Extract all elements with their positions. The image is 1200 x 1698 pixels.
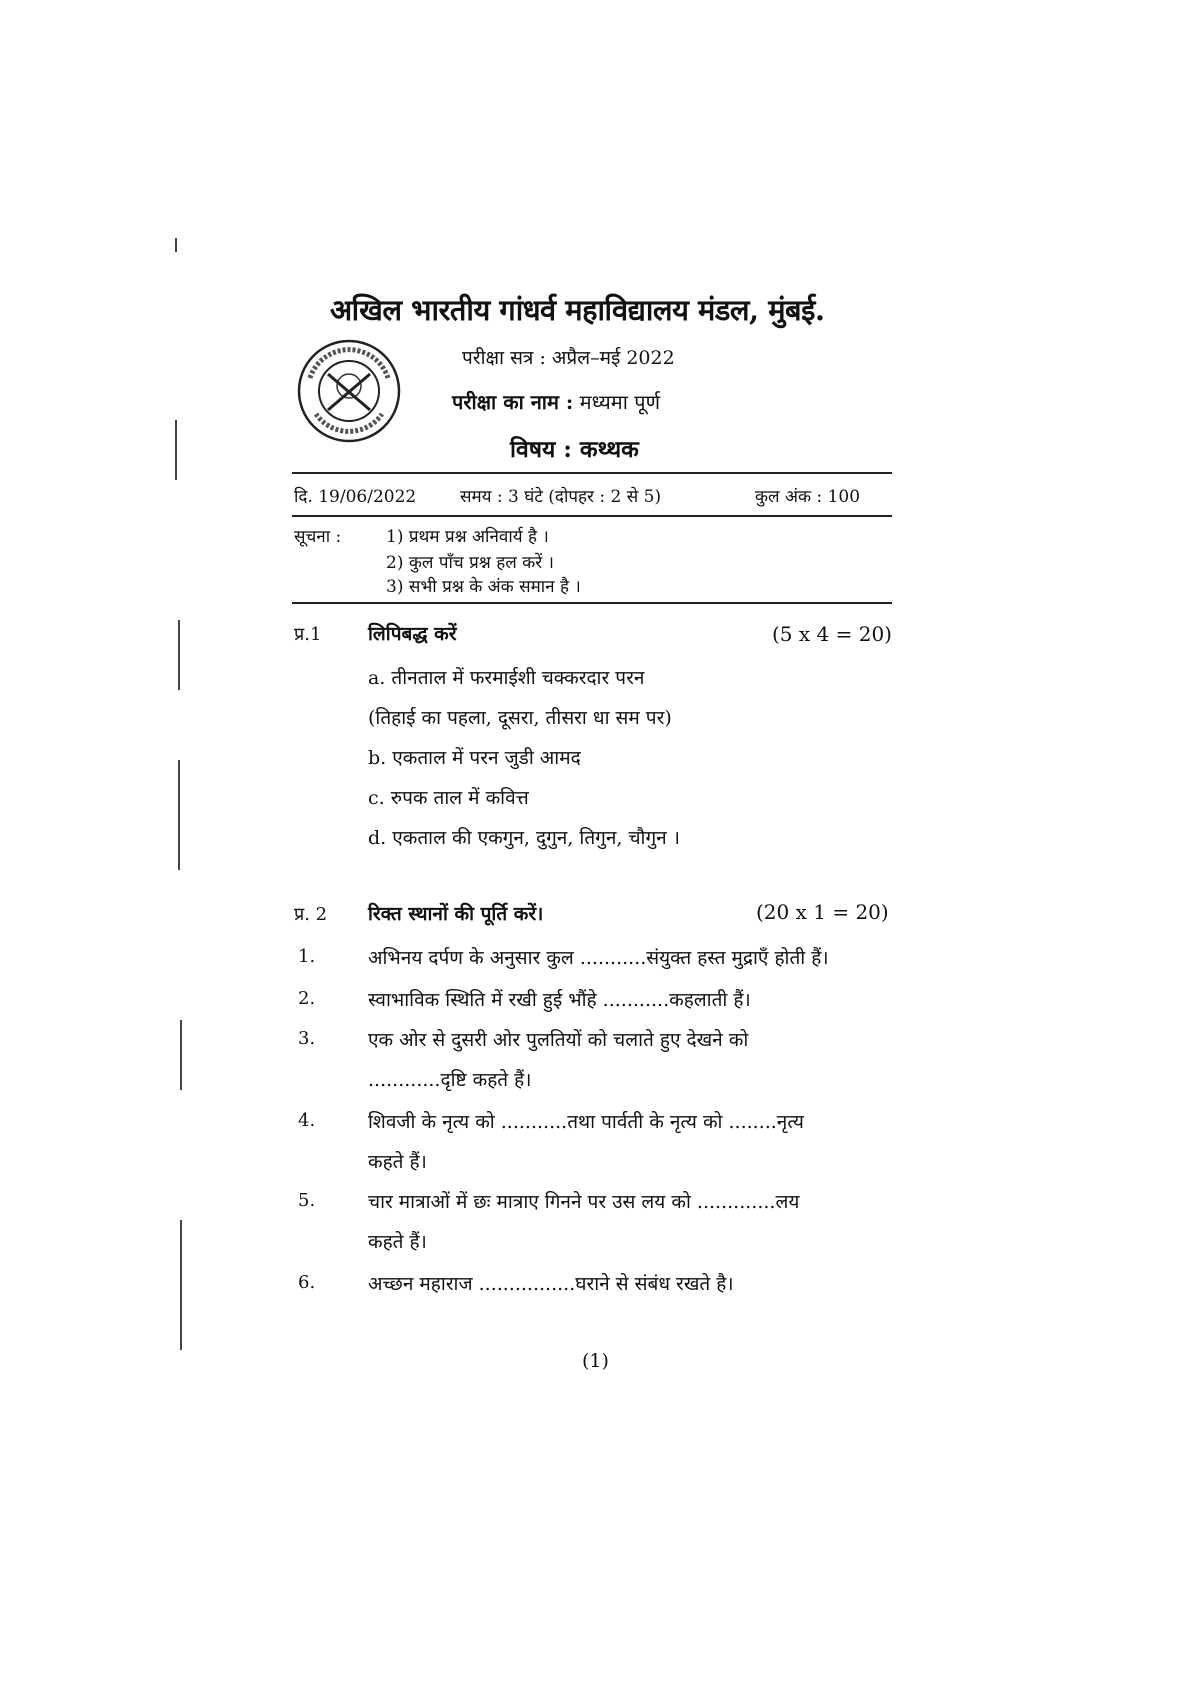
mandal-seal <box>296 338 402 444</box>
q2-item-text: कहते हैं। <box>368 1151 427 1173</box>
subject <box>510 432 639 464</box>
q2-item-text: कहते हैं। <box>368 1231 427 1253</box>
q2-title: रिक्त स्थानों की पूर्ति करें। <box>368 903 544 925</box>
q2-item-text: स्वाभाविक स्थिति में रखी हुई भौंहे ...........कहलाती हैं। <box>368 989 751 1011</box>
q2-item-text: चार मात्राओं में छः मात्राए गिनने पर उस लय को .............लय <box>368 1191 800 1213</box>
instruction-item: 3) सभी प्रश्न के अंक समान है । <box>386 577 581 597</box>
total-marks: कुल अंक : 100 <box>755 487 861 507</box>
q2-item-number: 2. <box>298 988 316 1009</box>
q1-item: a. तीनताल में फरमाईशी चक्करदार परन <box>368 667 645 689</box>
q1-item: b. एकताल में परन जुडी आमद <box>368 747 581 769</box>
scan-artifact <box>175 420 177 480</box>
q1-item: (तिहाई का पहला, दूसरा, तीसरा धा सम पर) <box>368 707 672 729</box>
q1-number: प्र.1 <box>294 624 322 645</box>
q2-item-text: ............दृष्टि कहते हैं। <box>368 1069 532 1091</box>
exam-date: दि. 19/06/2022 <box>294 487 417 507</box>
q2-item-number: 5. <box>298 1190 316 1211</box>
exam-time: समय : 3 घंटे (दोपहर : 2 से 5) <box>460 487 662 507</box>
q2-marks: (20 x 1 = 20) <box>756 900 889 924</box>
q1-marks: (5 x 4 = 20) <box>772 622 892 646</box>
divider <box>292 472 892 474</box>
exam-session <box>462 344 675 370</box>
q2-item-number: 4. <box>298 1110 316 1131</box>
institution-title: अखिल भारतीय गांधर्व महाविद्यालय मंडल, मुंबई. <box>330 293 825 327</box>
divider <box>292 515 892 517</box>
q2-item-text: शिवजी के नृत्य को ...........तथा पार्वती के नृत्य को ........नृत्य <box>368 1111 804 1133</box>
scan-artifact <box>178 620 180 690</box>
exam-label: परीक्षा का नाम : <box>452 390 574 414</box>
session-value: अप्रैल–मई 2022 <box>551 347 675 369</box>
subject-label: विषय : <box>510 436 572 463</box>
divider <box>292 602 892 604</box>
exam-name <box>452 388 660 415</box>
subject-value: कथ्थक <box>579 436 639 463</box>
scan-artifact <box>175 238 177 252</box>
instruction-item: 1) प्रथम प्रश्न अनिवार्य है । <box>386 527 549 547</box>
instructions-label: सूचना : <box>294 527 342 547</box>
scan-artifact <box>180 1220 182 1350</box>
q2-item-text: अच्छन महाराज ................घराने से संबंध रखते है। <box>368 1273 734 1295</box>
q2-number: प्र. 2 <box>294 904 328 925</box>
q1-item: c. रुपक ताल में कवित्त <box>368 787 529 809</box>
exam-value: मध्यमा पूर्ण <box>579 390 661 414</box>
instruction-item: 2) कुल पाँच प्रश्न हल करें । <box>386 553 555 573</box>
q2-item-text: एक ओर से दुसरी ओर पुलतियों को चलाते हुए देखने को <box>368 1029 749 1051</box>
scan-artifact <box>178 760 180 870</box>
session-label: परीक्षा सत्र : <box>462 347 546 369</box>
q2-item-number: 1. <box>298 946 316 967</box>
page-number: (1) <box>582 1350 609 1372</box>
q1-title: लिपिबद्ध करें <box>368 623 457 645</box>
q2-item-number: 6. <box>298 1272 316 1293</box>
q2-item-number: 3. <box>298 1028 316 1049</box>
q1-item: d. एकताल की एकगुन, दुगुन, तिगुन, चौगुन । <box>368 827 680 849</box>
q2-item-text: अभिनय दर्पण के अनुसार कुल ...........संयुक्त हस्त मुद्राएँ होती हैं। <box>368 947 829 969</box>
seal-icon <box>296 338 402 444</box>
scan-artifact <box>180 1020 182 1090</box>
